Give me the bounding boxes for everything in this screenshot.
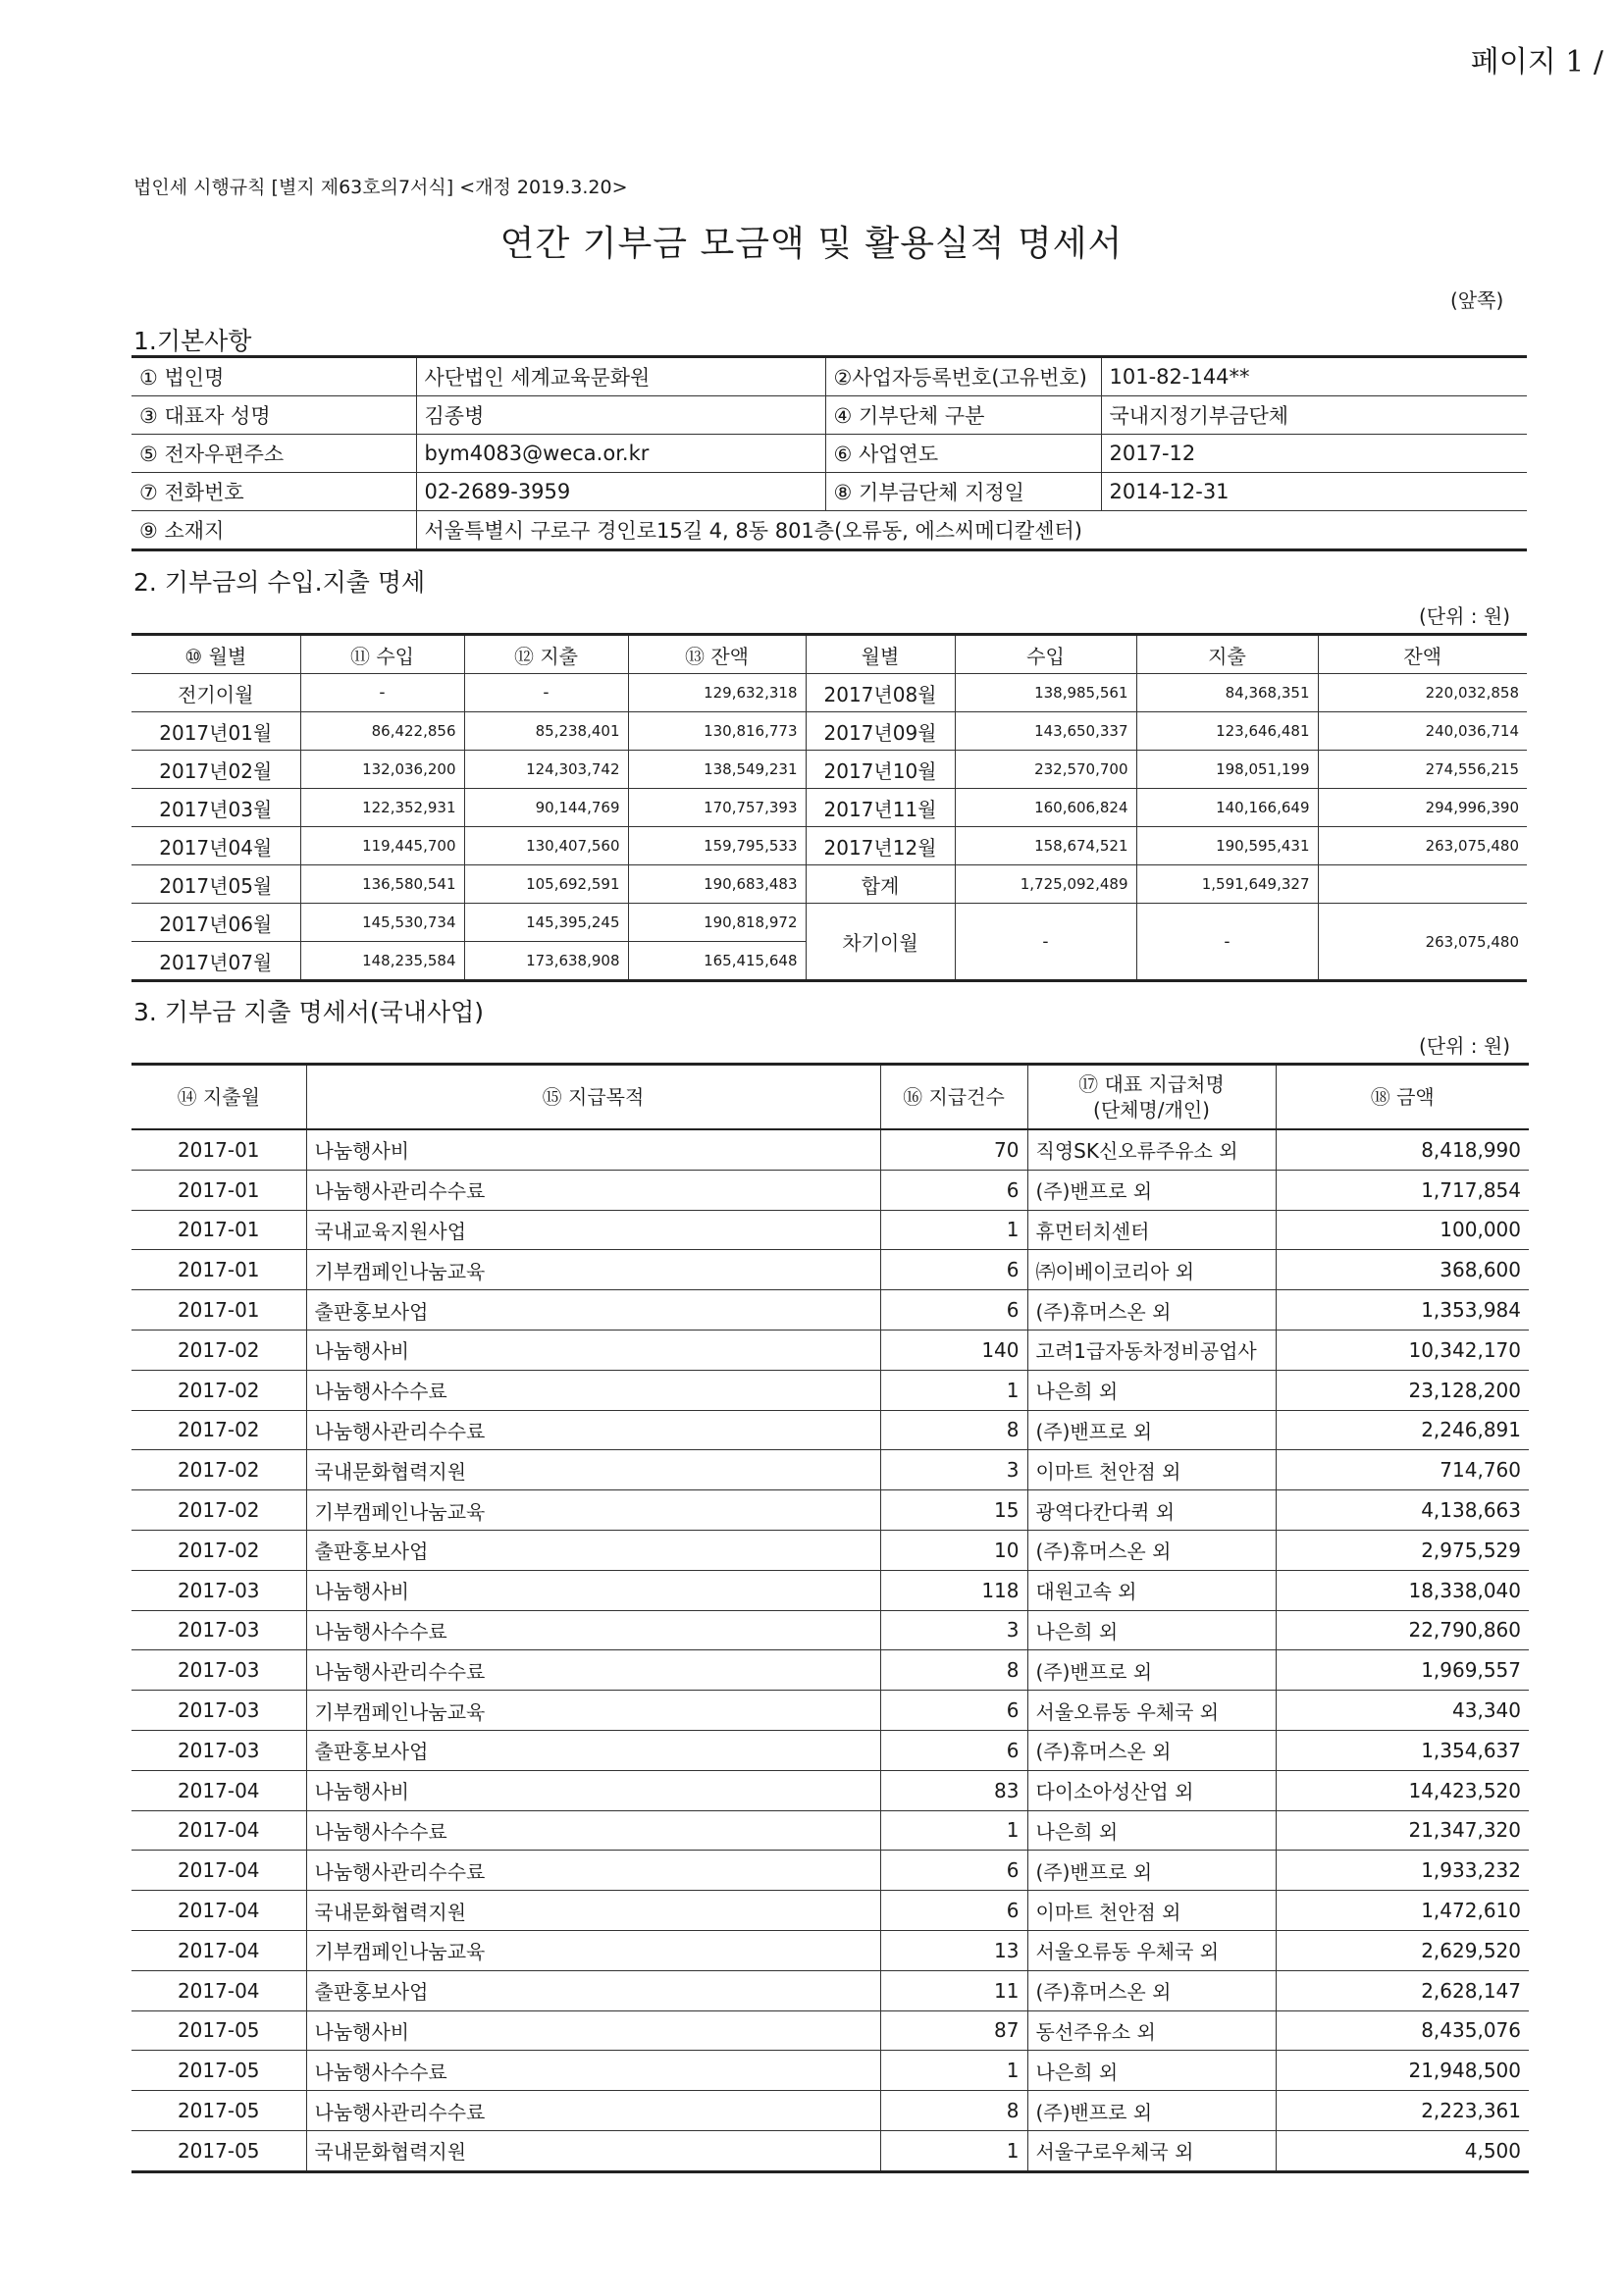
expense-month: 2017-02 <box>131 1490 306 1531</box>
amount: 43,340 <box>1276 1691 1529 1731</box>
amount: 1,969,557 <box>1276 1650 1529 1691</box>
total-label: 합계 <box>806 865 955 904</box>
expense-month: 2017-01 <box>131 1210 306 1250</box>
income-value: 145,530,734 <box>300 904 464 942</box>
payee: 광역다칸다퀵 외 <box>1027 1490 1276 1531</box>
col-purpose: ⑮ 지급목적 <box>306 1065 880 1130</box>
payee: 나은희 외 <box>1027 1810 1276 1851</box>
table-row <box>131 1129 1529 1170</box>
expense-value: 198,051,199 <box>1136 751 1318 789</box>
info-label: ⑦ 전화번호 <box>131 473 416 511</box>
info-value: 2017-12 <box>1101 435 1527 473</box>
section2-heading: 2. 기부금의 수입.지출 명세 <box>133 568 426 597</box>
payee: 나은희 외 <box>1027 2051 1276 2091</box>
count: 70 <box>880 1129 1027 1170</box>
expense-value: 190,595,431 <box>1136 827 1318 865</box>
expense-month: 2017-05 <box>131 2010 306 2051</box>
amount: 14,423,520 <box>1276 1770 1529 1810</box>
expense-value: 124,303,742 <box>464 751 628 789</box>
domestic-expense-table <box>131 1063 1529 2173</box>
purpose: 나눔행사관리수수료 <box>306 2091 880 2131</box>
payee: 다이소아성산업 외 <box>1027 1770 1276 1810</box>
balance-value: 159,795,533 <box>628 827 806 865</box>
total-balance <box>1318 865 1527 904</box>
table-row <box>131 1930 1529 1970</box>
month-row <box>131 712 1527 751</box>
payee: (주)휴머스온 외 <box>1027 1730 1276 1770</box>
purpose: 기부캠페인나눔교육 <box>306 1930 880 1970</box>
count: 10 <box>880 1530 1027 1570</box>
expense-month: 2017-03 <box>131 1610 306 1650</box>
expense-month: 2017-04 <box>131 1930 306 1970</box>
table-row <box>131 1450 1529 1490</box>
income-value: 119,445,700 <box>300 827 464 865</box>
section3-unit: (단위 : 원) <box>1419 1034 1511 1058</box>
address-value: 서울특별시 구로구 경인로15길 4, 8동 801층(오류동, 에스씨메디칼센터) <box>416 511 1527 550</box>
purpose: 나눔행사관리수수료 <box>306 1650 880 1691</box>
month-row <box>131 789 1527 827</box>
payee: (주)휴머스온 외 <box>1027 1290 1276 1331</box>
table-row <box>131 1290 1529 1331</box>
count: 3 <box>880 1450 1027 1490</box>
col-payee <box>1027 1065 1276 1130</box>
expense-value: 105,692,591 <box>464 865 628 904</box>
payee: 서울구로우체국 외 <box>1027 2130 1276 2171</box>
info-label: ⑧ 기부금단체 지정일 <box>825 473 1101 511</box>
table-row <box>131 2130 1529 2171</box>
table-row <box>131 1170 1529 1210</box>
expense-month: 2017-05 <box>131 2051 306 2091</box>
col-header: 수입 <box>955 635 1136 674</box>
count: 6 <box>880 1891 1027 1931</box>
amount: 1,472,610 <box>1276 1891 1529 1931</box>
month-row <box>131 827 1527 865</box>
col-header: 지출 <box>1136 635 1318 674</box>
amount: 714,760 <box>1276 1450 1529 1490</box>
amount: 1,717,854 <box>1276 1170 1529 1210</box>
payee: (주)휴머스온 외 <box>1027 1970 1276 2010</box>
section3-heading: 3. 기부금 지출 명세서(국내사업) <box>133 998 485 1026</box>
col-header: ⑫ 지출 <box>464 635 628 674</box>
payee: 동선주유소 외 <box>1027 2010 1276 2051</box>
table-row <box>131 1250 1529 1290</box>
table-row <box>131 1851 1529 1891</box>
col-header: ⑩ 월별 <box>184 644 247 668</box>
table-row <box>131 1410 1529 1450</box>
count: 1 <box>880 1810 1027 1851</box>
count: 8 <box>880 2091 1027 2131</box>
count: 83 <box>880 1770 1027 1810</box>
table-row <box>131 1650 1529 1691</box>
purpose: 나눔행사수수료 <box>306 1810 880 1851</box>
table-row <box>131 2051 1529 2091</box>
table-row <box>131 1370 1529 1410</box>
expense-month: 2017-01 <box>131 1129 306 1170</box>
table-row <box>131 1530 1529 1570</box>
expense-month: 2017-02 <box>131 1410 306 1450</box>
purpose: 나눔행사비 <box>306 2010 880 2051</box>
form-reference: 법인세 시행규칙 [별지 제63호의7서식] <개정 2019.3.20> <box>133 177 628 198</box>
expense-month: 2017-04 <box>131 1970 306 2010</box>
col-payee-line1: ⑰ 대표 지급처명 <box>1078 1072 1225 1096</box>
expense-month: 2017-03 <box>131 1730 306 1770</box>
count: 6 <box>880 1170 1027 1210</box>
month-label: 2017년03월 <box>131 789 300 827</box>
expense-month: 2017-04 <box>131 1770 306 1810</box>
col-expense-month: ⑭ 지출월 <box>177 1085 260 1109</box>
table-row <box>131 1891 1529 1931</box>
info-row <box>131 357 1527 396</box>
carry-label: 차기이월 <box>806 904 955 981</box>
income-value: 143,650,337 <box>955 712 1136 751</box>
payee: 나은희 외 <box>1027 1610 1276 1650</box>
amount: 2,628,147 <box>1276 1970 1529 2010</box>
income-value: 138,985,561 <box>955 674 1136 712</box>
month-label: 2017년05월 <box>131 865 300 904</box>
income-value: 148,235,584 <box>300 942 464 981</box>
info-row <box>131 473 1527 511</box>
info-label: ④ 기부단체 구분 <box>825 396 1101 435</box>
expense-month: 2017-02 <box>131 1450 306 1490</box>
info-value: 02-2689-3959 <box>416 473 825 511</box>
expense-month: 2017-05 <box>131 2130 306 2171</box>
table-row <box>131 1810 1529 1851</box>
month-row <box>131 865 1527 904</box>
amount: 8,435,076 <box>1276 2010 1529 2051</box>
amount: 18,338,040 <box>1276 1570 1529 1610</box>
payee: 나은희 외 <box>1027 1370 1276 1410</box>
amount: 8,418,990 <box>1276 1129 1529 1170</box>
month-label: 2017년07월 <box>131 942 300 981</box>
count: 3 <box>880 1610 1027 1650</box>
col-amount: ⑱ 금액 <box>1276 1065 1529 1130</box>
info-value: 김종병 <box>416 396 825 435</box>
section1-heading: 1.기본사항 <box>133 327 252 355</box>
balance-value: 170,757,393 <box>628 789 806 827</box>
carry-expense: - <box>1136 904 1318 981</box>
document-title: 연간 기부금 모금액 및 활용실적 명세서 <box>499 224 1124 264</box>
month-row <box>131 751 1527 789</box>
purpose: 출판홍보사업 <box>306 1530 880 1570</box>
expense-month: 2017-04 <box>131 1851 306 1891</box>
month-row <box>131 674 1527 712</box>
purpose: 나눔행사비 <box>306 1770 880 1810</box>
amount: 1,353,984 <box>1276 1290 1529 1331</box>
payee: (주)밴프로 외 <box>1027 2091 1276 2131</box>
purpose: 국내문화협력지원 <box>306 1450 880 1490</box>
purpose: 나눔행사수수료 <box>306 1610 880 1650</box>
payee: 휴먼터치센터 <box>1027 1210 1276 1250</box>
month-label: 2017년01월 <box>131 712 300 751</box>
payee: (주)휴머스온 외 <box>1027 1530 1276 1570</box>
purpose: 나눔행사관리수수료 <box>306 1170 880 1210</box>
expense-month: 2017-05 <box>131 2091 306 2131</box>
count: 6 <box>880 1290 1027 1331</box>
count: 8 <box>880 1650 1027 1691</box>
table-row <box>131 2010 1529 2051</box>
month-label: 전기이월 <box>131 674 300 712</box>
count: 6 <box>880 1691 1027 1731</box>
expense-value: 130,407,560 <box>464 827 628 865</box>
income-value: - <box>300 674 464 712</box>
expense-value: 84,368,351 <box>1136 674 1318 712</box>
expense-month: 2017-01 <box>131 1250 306 1290</box>
purpose: 나눔행사수수료 <box>306 2051 880 2091</box>
payee: (주)밴프로 외 <box>1027 1170 1276 1210</box>
page-number: 페이지 1 / <box>1470 45 1603 79</box>
table-row <box>131 1490 1529 1531</box>
purpose: 나눔행사관리수수료 <box>306 1851 880 1891</box>
balance-value: 190,818,972 <box>628 904 806 942</box>
purpose: 나눔행사관리수수료 <box>306 1410 880 1450</box>
count: 11 <box>880 1970 1027 2010</box>
amount: 2,223,361 <box>1276 2091 1529 2131</box>
income-expense-table <box>131 633 1527 982</box>
count: 1 <box>880 1210 1027 1250</box>
purpose: 출판홍보사업 <box>306 1730 880 1770</box>
amount: 1,354,637 <box>1276 1730 1529 1770</box>
balance-value: 294,996,390 <box>1318 789 1527 827</box>
info-label: ⑤ 전자우편주소 <box>131 435 416 473</box>
month-row <box>131 904 1527 942</box>
col-header: ⑬ 잔액 <box>628 635 806 674</box>
income-value: 132,036,200 <box>300 751 464 789</box>
amount: 4,500 <box>1276 2130 1529 2171</box>
expense-month: 2017-03 <box>131 1570 306 1610</box>
expense-value: 140,166,649 <box>1136 789 1318 827</box>
table-row <box>131 1730 1529 1770</box>
purpose: 국내문화협력지원 <box>306 1891 880 1931</box>
expense-month: 2017-02 <box>131 1330 306 1370</box>
table-row <box>131 1210 1529 1250</box>
payee: 대원고속 외 <box>1027 1570 1276 1610</box>
month-label: 2017년08월 <box>806 674 955 712</box>
amount: 368,600 <box>1276 1250 1529 1290</box>
balance-value: 274,556,215 <box>1318 751 1527 789</box>
month-label: 2017년04월 <box>131 827 300 865</box>
payee: 서울오류동 우체국 외 <box>1027 1691 1276 1731</box>
count: 140 <box>880 1330 1027 1370</box>
table-row <box>131 1691 1529 1731</box>
purpose: 나눔행사비 <box>306 1330 880 1370</box>
total-income: 1,725,092,489 <box>955 865 1136 904</box>
balance-value: 130,816,773 <box>628 712 806 751</box>
payee: (주)밴프로 외 <box>1027 1851 1276 1891</box>
info-row-address <box>131 511 1527 550</box>
purpose: 출판홍보사업 <box>306 1970 880 2010</box>
expense-month: 2017-01 <box>131 1290 306 1331</box>
info-row <box>131 435 1527 473</box>
payee: 직영SK신오류주유소 외 <box>1027 1129 1276 1170</box>
payee: ㈜이베이코리아 외 <box>1027 1250 1276 1290</box>
purpose: 국내문화협력지원 <box>306 2130 880 2171</box>
count: 1 <box>880 1370 1027 1410</box>
info-label: ① 법인명 <box>139 366 225 390</box>
count: 13 <box>880 1930 1027 1970</box>
purpose: 출판홍보사업 <box>306 1290 880 1331</box>
amount: 2,246,891 <box>1276 1410 1529 1450</box>
table-row <box>131 1770 1529 1810</box>
balance-value: 165,415,648 <box>628 942 806 981</box>
count: 8 <box>880 1410 1027 1450</box>
table-row <box>131 1970 1529 2010</box>
expense-value: 173,638,908 <box>464 942 628 981</box>
month-label: 2017년11월 <box>806 789 955 827</box>
count: 87 <box>880 2010 1027 2051</box>
balance-value: 138,549,231 <box>628 751 806 789</box>
income-value: 136,580,541 <box>300 865 464 904</box>
income-value: 232,570,700 <box>955 751 1136 789</box>
count: 15 <box>880 1490 1027 1531</box>
payee: (주)밴프로 외 <box>1027 1650 1276 1691</box>
amount: 100,000 <box>1276 1210 1529 1250</box>
table-row <box>131 1330 1529 1370</box>
count: 1 <box>880 2051 1027 2091</box>
amount: 2,975,529 <box>1276 1530 1529 1570</box>
carry-balance: 263,075,480 <box>1318 904 1527 981</box>
amount: 10,342,170 <box>1276 1330 1529 1370</box>
info-label: ②사업자등록번호(고유번호) <box>825 357 1101 396</box>
table-row <box>131 2091 1529 2131</box>
carry-income: - <box>955 904 1136 981</box>
total-expense: 1,591,649,327 <box>1136 865 1318 904</box>
expense-month: 2017-04 <box>131 1810 306 1851</box>
purpose: 기부캠페인나눔교육 <box>306 1250 880 1290</box>
info-label: ③ 대표자 성명 <box>131 396 416 435</box>
month-label: 2017년12월 <box>806 827 955 865</box>
purpose: 기부캠페인나눔교육 <box>306 1691 880 1731</box>
payee: 서울오류동 우체국 외 <box>1027 1930 1276 1970</box>
income-value: 122,352,931 <box>300 789 464 827</box>
balance-value: 263,075,480 <box>1318 827 1527 865</box>
income-value: 160,606,824 <box>955 789 1136 827</box>
month-label: 2017년02월 <box>131 751 300 789</box>
col-payee-line2: (단체명/개인) <box>1093 1098 1210 1122</box>
count: 118 <box>880 1570 1027 1610</box>
income-value: 158,674,521 <box>955 827 1136 865</box>
col-count: ⑯ 지급건수 <box>880 1065 1027 1130</box>
col-header: 월별 <box>806 635 955 674</box>
amount: 21,347,320 <box>1276 1810 1529 1851</box>
amount: 22,790,860 <box>1276 1610 1529 1650</box>
amount: 23,128,200 <box>1276 1370 1529 1410</box>
expense-value: - <box>464 674 628 712</box>
count: 6 <box>880 1851 1027 1891</box>
payee: 고려1급자동차정비공업사 <box>1027 1330 1276 1370</box>
info-label: ⑥ 사업연도 <box>825 435 1101 473</box>
payee: (주)밴프로 외 <box>1027 1410 1276 1450</box>
front-side-note: (앞쪽) <box>1450 288 1504 312</box>
info-value: 101-82-144** <box>1101 357 1527 396</box>
purpose: 나눔행사비 <box>306 1570 880 1610</box>
balance-value: 190,683,483 <box>628 865 806 904</box>
count: 6 <box>880 1250 1027 1290</box>
count: 6 <box>880 1730 1027 1770</box>
month-label: 2017년10월 <box>806 751 955 789</box>
col-header: 잔액 <box>1318 635 1527 674</box>
expense-month: 2017-03 <box>131 1650 306 1691</box>
col-header: ⑪ 수입 <box>300 635 464 674</box>
purpose: 기부캠페인나눔교육 <box>306 1490 880 1531</box>
info-value: bym4083@weca.or.kr <box>416 435 825 473</box>
expense-month: 2017-02 <box>131 1530 306 1570</box>
info-row <box>131 396 1527 435</box>
amount: 21,948,500 <box>1276 2051 1529 2091</box>
purpose: 나눔행사비 <box>306 1129 880 1170</box>
month-label: 2017년06월 <box>131 904 300 942</box>
amount: 1,933,232 <box>1276 1851 1529 1891</box>
expense-value: 85,238,401 <box>464 712 628 751</box>
info-value: 사단법인 세계교육문화원 <box>416 357 825 396</box>
address-label: ⑨ 소재지 <box>131 511 416 550</box>
month-label: 2017년09월 <box>806 712 955 751</box>
amount: 2,629,520 <box>1276 1930 1529 1970</box>
count: 1 <box>880 2130 1027 2171</box>
balance-value: 129,632,318 <box>628 674 806 712</box>
expense-value: 145,395,245 <box>464 904 628 942</box>
payee: 이마트 천안점 외 <box>1027 1450 1276 1490</box>
balance-value: 240,036,714 <box>1318 712 1527 751</box>
expense-month: 2017-02 <box>131 1370 306 1410</box>
info-value: 국내지정기부금단체 <box>1101 396 1527 435</box>
payee: 이마트 천안점 외 <box>1027 1891 1276 1931</box>
purpose: 국내교육지원사업 <box>306 1210 880 1250</box>
expense-value: 123,646,481 <box>1136 712 1318 751</box>
amount: 4,138,663 <box>1276 1490 1529 1531</box>
expense-month: 2017-03 <box>131 1691 306 1731</box>
expense-value: 90,144,769 <box>464 789 628 827</box>
income-value: 86,422,856 <box>300 712 464 751</box>
basic-info-table <box>131 355 1527 551</box>
balance-value: 220,032,858 <box>1318 674 1527 712</box>
table-row <box>131 1610 1529 1650</box>
table-row <box>131 1570 1529 1610</box>
info-value: 2014-12-31 <box>1101 473 1527 511</box>
section2-unit: (단위 : 원) <box>1419 604 1511 628</box>
expense-month: 2017-01 <box>131 1170 306 1210</box>
expense-month: 2017-04 <box>131 1891 306 1931</box>
purpose: 나눔행사수수료 <box>306 1370 880 1410</box>
